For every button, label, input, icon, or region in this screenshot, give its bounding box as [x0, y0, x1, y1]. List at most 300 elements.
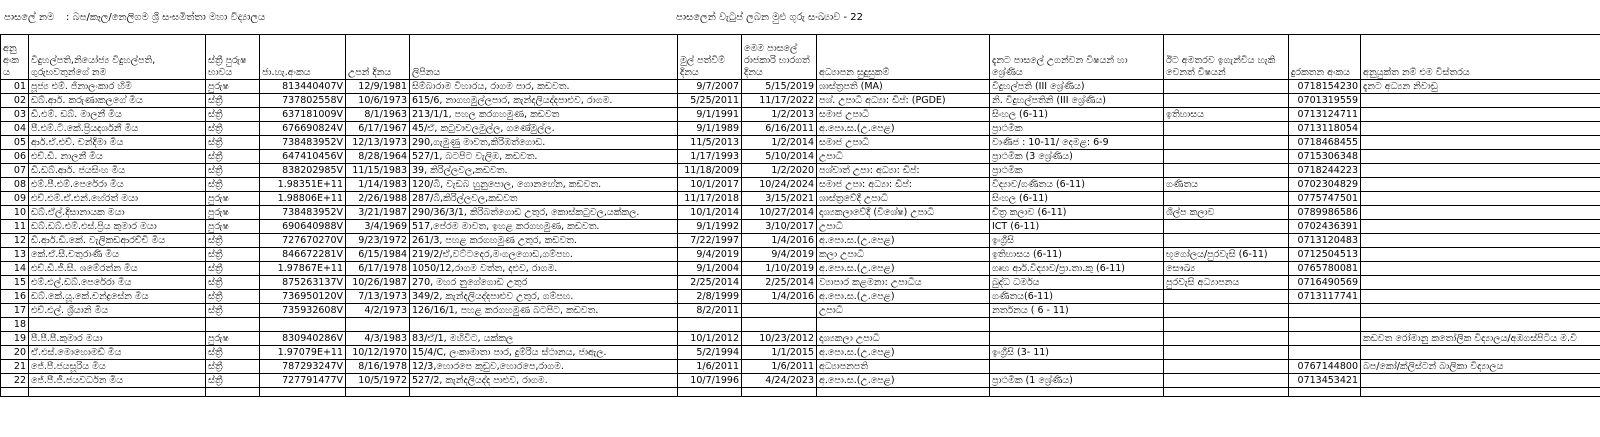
- table-cell[interactable]: 287/බී,කිරිල්ලවල,කඩවත: [410, 192, 678, 206]
- table-cell[interactable]: 126/16/1, පහළ කරගහමුණ බටපිට, කඩවත.: [410, 304, 678, 318]
- empty-cell[interactable]: [742, 388, 817, 397]
- table-cell[interactable]: 261/3, පහළ කරගහමුණ උතුර, කඩවත.: [410, 234, 678, 248]
- table-cell[interactable]: [678, 318, 742, 332]
- table-cell[interactable]: 05: [1, 136, 29, 150]
- table-cell[interactable]: ගණිතය: [1164, 178, 1289, 192]
- table-cell[interactable]: කඩවත රෝමානු කතෝලික විද්‍යාලය/අඹගස්පිටිය ම.වි: [1361, 332, 1600, 346]
- table-cell[interactable]: ආර්.ඒ.එච්. චන්දිමා මිය: [29, 136, 206, 150]
- table-cell[interactable]: 875263137V: [260, 276, 346, 290]
- column-header[interactable]: මෙම පාසලේ රාජකාරි භාරගත් දිනය: [742, 35, 817, 80]
- table-cell[interactable]: ස්ත්‍රී: [206, 234, 260, 248]
- table-cell[interactable]: 10/1/2017: [678, 178, 742, 192]
- table-cell[interactable]: 120/බී, වැඩබ හුනුපොල, ගොනහේන, කඩවත.: [410, 178, 678, 192]
- table-cell[interactable]: අ.පො.ස.(උ.පෙළ): [817, 346, 990, 360]
- empty-cell[interactable]: [678, 388, 742, 397]
- table-cell[interactable]: 11/15/1983: [346, 164, 410, 178]
- table-cell[interactable]: ස්ත්‍රී: [206, 136, 260, 150]
- table-cell[interactable]: ස්ත්‍රී: [206, 178, 260, 192]
- table-cell[interactable]: 12/9/1981: [346, 80, 410, 94]
- table-cell[interactable]: 7/22/1997: [678, 234, 742, 248]
- table-cell[interactable]: පී.පී.පී.කුමාර මයා: [29, 332, 206, 346]
- table-cell[interactable]: [1289, 346, 1361, 360]
- table-cell[interactable]: දැනට අධ්‍යන නිවාඩු: [1361, 80, 1600, 94]
- table-cell[interactable]: 12/3,හොරපෙ කුඩුව,හොරපෙ,රාගම.: [410, 360, 678, 374]
- table-cell[interactable]: 1/14/1983: [346, 178, 410, 192]
- table-cell[interactable]: සිංහල (6-11): [990, 192, 1164, 206]
- table-cell[interactable]: 727670270V: [260, 234, 346, 248]
- table-cell[interactable]: 8/2/2011: [678, 304, 742, 318]
- table-cell[interactable]: 07: [1, 164, 29, 178]
- table-cell[interactable]: 213/1/1, පහල කරගහමුණ, කඩවත: [410, 108, 678, 122]
- table-cell[interactable]: පූජ්‍ය එම්. ජිනාලංකාර හිමි: [29, 80, 206, 94]
- table-cell[interactable]: 9/1/1992: [678, 220, 742, 234]
- table-cell[interactable]: අ.පො.ස.(උ.පෙළ): [817, 262, 990, 276]
- table-cell[interactable]: අ.පො.ස.(උ.පෙළ): [817, 374, 990, 388]
- empty-cell[interactable]: [410, 388, 678, 397]
- table-cell[interactable]: 0715306348: [1289, 150, 1361, 164]
- table-cell[interactable]: [1289, 318, 1361, 332]
- table-cell[interactable]: 11: [1, 220, 29, 234]
- column-header[interactable]: ඊට අමතරව ඉගැන්විය හැකි වෙනත් විෂයන්: [1164, 35, 1289, 80]
- table-cell[interactable]: 738483952V: [260, 136, 346, 150]
- table-cell[interactable]: ඩී.එම්. ඩබ්. මාලනී මිය: [29, 108, 206, 122]
- table-cell[interactable]: 8/1/1963: [346, 108, 410, 122]
- table-cell[interactable]: 10/23/2012: [742, 332, 817, 346]
- column-header[interactable]: අනු අංක ය: [1, 35, 29, 80]
- table-cell[interactable]: [1361, 318, 1600, 332]
- table-cell[interactable]: අධ්‍යාපනපති: [817, 360, 990, 374]
- table-cell[interactable]: අ.පො.ස.(උ.පෙළ): [817, 122, 990, 136]
- table-cell[interactable]: 12/13/1973: [346, 136, 410, 150]
- table-cell[interactable]: 8/28/1964: [346, 150, 410, 164]
- table-cell[interactable]: 10/1/2014: [678, 206, 742, 220]
- empty-cell[interactable]: [346, 388, 410, 397]
- table-cell[interactable]: 0718468455: [1289, 136, 1361, 150]
- table-cell[interactable]: පුරුෂ: [206, 220, 260, 234]
- table-cell[interactable]: 9/4/2019: [678, 248, 742, 262]
- table-cell[interactable]: ගෘහ ආර්.විද්‍යාව/ප්‍රා.තා.කු (6-11): [990, 262, 1164, 276]
- table-cell[interactable]: පුරුෂ: [206, 206, 260, 220]
- table-cell[interactable]: ICT (6-11): [990, 220, 1164, 234]
- table-cell[interactable]: 10/12/1970: [346, 346, 410, 360]
- table-cell[interactable]: 5/2/1994: [678, 346, 742, 360]
- table-cell[interactable]: ස්ත්‍රී: [206, 94, 260, 108]
- table-cell[interactable]: [260, 318, 346, 332]
- empty-cell[interactable]: [260, 388, 346, 397]
- table-cell[interactable]: 0718154230: [1289, 80, 1361, 94]
- table-cell[interactable]: ප්‍රාථමික (3 ශ්‍රේණිය): [990, 150, 1164, 164]
- table-cell[interactable]: 10/1/2012: [678, 332, 742, 346]
- table-cell[interactable]: 08: [1, 178, 29, 192]
- table-cell[interactable]: [1164, 290, 1289, 304]
- table-cell[interactable]: 1/6/2011: [678, 360, 742, 374]
- table-cell[interactable]: 0701319559: [1289, 94, 1361, 108]
- table-cell[interactable]: 22: [1, 374, 29, 388]
- table-cell[interactable]: ඉතිහාසය: [1164, 108, 1289, 122]
- table-cell[interactable]: 1/6/2011: [742, 360, 817, 374]
- table-cell[interactable]: උපාධි: [817, 220, 990, 234]
- column-header[interactable]: දුරකතන අංකය: [1289, 35, 1361, 80]
- column-header[interactable]: උපන් දිනය: [346, 35, 410, 80]
- table-cell[interactable]: ඩබ්.ඒල්.දිසානායක මයා: [29, 206, 206, 220]
- table-cell[interactable]: 0765780081: [1289, 262, 1361, 276]
- table-cell[interactable]: 290/36/3/1, කිරිබත්ගොඩ උතුර, කොස්කටුවල,යක්කල.: [410, 206, 678, 220]
- table-cell[interactable]: ස්ත්‍රී: [206, 374, 260, 388]
- table-cell[interactable]: [1361, 374, 1600, 388]
- table-cell[interactable]: 10/6/1973: [346, 94, 410, 108]
- table-cell[interactable]: 615/6, නාගහමුල්ලපාර, කැන්දලියද්දපාළුව, රාගම.: [410, 94, 678, 108]
- table-cell[interactable]: විද්‍යාව/ගණිතය (6-11): [990, 178, 1164, 192]
- table-cell[interactable]: 1/2/2014: [742, 136, 817, 150]
- table-cell[interactable]: 01: [1, 80, 29, 94]
- table-cell[interactable]: 19: [1, 332, 29, 346]
- table-cell[interactable]: 1.97079E+11: [260, 346, 346, 360]
- table-cell[interactable]: නර්තනය ( 6 - 11): [990, 304, 1164, 318]
- table-cell[interactable]: සිම්බාරාම විහාරය, රාගම පාර, කඩවත.: [410, 80, 678, 94]
- table-cell[interactable]: 10/5/1972: [346, 374, 410, 388]
- table-cell[interactable]: 5/25/2011: [678, 94, 742, 108]
- table-cell[interactable]: [1164, 346, 1289, 360]
- table-cell[interactable]: 0718244223: [1289, 164, 1361, 178]
- table-cell[interactable]: [346, 318, 410, 332]
- table-cell[interactable]: 0767144800: [1289, 360, 1361, 374]
- table-cell[interactable]: උපාධි: [817, 304, 990, 318]
- table-cell[interactable]: 0713453421: [1289, 374, 1361, 388]
- table-cell[interactable]: ස්ත්‍රී: [206, 122, 260, 136]
- table-cell[interactable]: දෘශ්‍යකලා උපාධි: [817, 332, 990, 346]
- table-cell[interactable]: 527/2, කැන්දලියද්ද පාළුව, රාගම.: [410, 374, 678, 388]
- table-cell[interactable]: 3/4/1969: [346, 220, 410, 234]
- table-cell[interactable]: [1164, 360, 1289, 374]
- table-cell[interactable]: [1164, 80, 1289, 94]
- table-cell[interactable]: 11/17/2018: [678, 192, 742, 206]
- table-cell[interactable]: 10/7/1996: [678, 374, 742, 388]
- table-cell[interactable]: ස්ත්‍රී: [206, 304, 260, 318]
- table-cell[interactable]: 813440407V: [260, 80, 346, 94]
- table-cell[interactable]: [1361, 150, 1600, 164]
- table-cell[interactable]: 735932608V: [260, 304, 346, 318]
- table-cell[interactable]: 13: [1, 248, 29, 262]
- empty-cell[interactable]: [206, 388, 260, 397]
- table-cell[interactable]: 10/26/1987: [346, 276, 410, 290]
- table-cell[interactable]: 2/26/1988: [346, 192, 410, 206]
- table-cell[interactable]: 1050/12,රාගම වත්ත, දළුව, රාගම.: [410, 262, 678, 276]
- table-cell[interactable]: 02: [1, 94, 29, 108]
- table-cell[interactable]: 11/17/2022: [742, 94, 817, 108]
- table-cell[interactable]: 83/ඒ/1, මහිවිට, යක්කල: [410, 332, 678, 346]
- table-cell[interactable]: 0702436391: [1289, 220, 1361, 234]
- table-cell[interactable]: [1164, 318, 1289, 332]
- table-cell[interactable]: 1/4/2016: [742, 234, 817, 248]
- table-cell[interactable]: [1164, 164, 1289, 178]
- table-cell[interactable]: 8/16/1978: [346, 360, 410, 374]
- table-cell[interactable]: [990, 318, 1164, 332]
- empty-cell[interactable]: [1361, 388, 1600, 397]
- table-cell[interactable]: 1/1/2015: [742, 346, 817, 360]
- table-cell[interactable]: 6/17/1967: [346, 122, 410, 136]
- table-cell[interactable]: ජේ.පී.ජයසූරිය මිය: [29, 360, 206, 374]
- table-cell[interactable]: [1361, 178, 1600, 192]
- table-cell[interactable]: 738483952V: [260, 206, 346, 220]
- table-cell[interactable]: පශ්චාත් උපා: අධ්‍යා: ඩිප්:: [817, 164, 990, 178]
- table-cell[interactable]: ඉතිහාසය (6-11): [990, 248, 1164, 262]
- table-cell[interactable]: වාණිජ : 10-11/ දෙමළ: 6-9: [990, 136, 1164, 150]
- table-cell[interactable]: [1164, 94, 1289, 108]
- table-cell[interactable]: චිත්‍ර කලාව (6-11): [990, 206, 1164, 220]
- table-cell[interactable]: බප/කෝ/ක්ලිස්ටන් බාලිකා විද්‍යාලය: [1361, 360, 1600, 374]
- table-cell[interactable]: ප්‍රාථමික: [990, 122, 1164, 136]
- table-cell[interactable]: සමාජ උපාධි: [817, 108, 990, 122]
- table-cell[interactable]: 15/4/C, ලංකාමාතා පාර, දුම්රිය ස්ථානය, ජාඇල.: [410, 346, 678, 360]
- table-cell[interactable]: 6/15/1984: [346, 248, 410, 262]
- table-cell[interactable]: 7/13/1973: [346, 290, 410, 304]
- table-cell[interactable]: 349/2, කැන්දලියද්දපාළුව උතුර, ගම්පහ.: [410, 290, 678, 304]
- table-cell[interactable]: 219/2/ඒ,වට්ටදෙර,මංගලගොඩ,ගම්පහ.: [410, 248, 678, 262]
- table-cell[interactable]: 21: [1, 360, 29, 374]
- table-cell[interactable]: 3/10/2017: [742, 220, 817, 234]
- table-cell[interactable]: ස්ත්‍රී: [206, 164, 260, 178]
- table-cell[interactable]: 9/23/1972: [346, 234, 410, 248]
- column-header[interactable]: අනුයුක්ත නම් එම විස්තරය: [1361, 35, 1600, 80]
- column-header[interactable]: විදුහල්පති,නියෝජ්‍ය විදුහල්පති, ගුරුභවතුන්ගේ නම: [29, 35, 206, 80]
- table-cell[interactable]: විදුහල්පති (III ශ්‍රේණිය): [990, 80, 1164, 94]
- table-cell[interactable]: 1.97867E+11: [260, 262, 346, 276]
- table-cell[interactable]: 1/10/2019: [742, 262, 817, 276]
- table-cell[interactable]: භූගෝලය/පුරවැසි (6-11): [1164, 248, 1289, 262]
- table-cell[interactable]: 737802558V: [260, 94, 346, 108]
- table-cell[interactable]: ප්‍රාථමික: [990, 164, 1164, 178]
- table-cell[interactable]: පශ්. උපාධි අධ්‍යා: ඩිප්: (PGDE): [817, 94, 990, 108]
- table-cell[interactable]: [817, 318, 990, 332]
- table-cell[interactable]: [1361, 220, 1600, 234]
- table-cell[interactable]: පුරුෂ: [206, 80, 260, 94]
- table-cell[interactable]: 290,ගැමුණු මාවත,කිරිඹත්ගොඩ.: [410, 136, 678, 150]
- table-cell[interactable]: 1/17/1993: [678, 150, 742, 164]
- table-cell[interactable]: [1361, 108, 1600, 122]
- table-cell[interactable]: ඩබ්.ඩබ්.එම්.එස්.ප්‍රිය කුමාර මයා: [29, 220, 206, 234]
- table-cell[interactable]: ව්‍යාපාර කළමනා: උපාධිය: [817, 276, 990, 290]
- table-cell[interactable]: 11/18/2009: [678, 164, 742, 178]
- table-cell[interactable]: ඉංග්‍රීසි (3- 11): [990, 346, 1164, 360]
- table-cell[interactable]: 0713120483: [1289, 234, 1361, 248]
- table-cell[interactable]: 0775747501: [1289, 192, 1361, 206]
- table-cell[interactable]: ඩබ්.කේ.යූ.කේ.චන්ද්‍රසේන මිය: [29, 290, 206, 304]
- empty-cell[interactable]: [817, 388, 990, 397]
- table-cell[interactable]: 06: [1, 150, 29, 164]
- table-cell[interactable]: [1361, 94, 1600, 108]
- table-cell[interactable]: 736950120V: [260, 290, 346, 304]
- table-cell[interactable]: එච්.එම්.ඒ.එන්.හේරත් මයා: [29, 192, 206, 206]
- table-cell[interactable]: සමාජ උපාධි: [817, 136, 990, 150]
- table-cell[interactable]: 4/2/1973: [346, 304, 410, 318]
- table-cell[interactable]: ස්ත්‍රී: [206, 360, 260, 374]
- table-cell[interactable]: 1/2/2020: [742, 164, 817, 178]
- table-cell[interactable]: [1361, 262, 1600, 276]
- table-cell[interactable]: ස්ත්‍රී: [206, 248, 260, 262]
- table-cell[interactable]: [1361, 248, 1600, 262]
- table-cell[interactable]: පුරුෂ: [206, 192, 260, 206]
- table-cell[interactable]: [1164, 150, 1289, 164]
- table-cell[interactable]: එච්.ඩී. නාලනී මිය: [29, 150, 206, 164]
- table-cell[interactable]: [1164, 122, 1289, 136]
- table-cell[interactable]: ශාස්ත්‍රවේදී උපාධි: [817, 192, 990, 206]
- table-cell[interactable]: එම්.පී.එම්.පෙරේරා මිය: [29, 178, 206, 192]
- table-cell[interactable]: 4/24/2023: [742, 374, 817, 388]
- empty-cell[interactable]: [1164, 388, 1289, 397]
- table-cell[interactable]: සිංහල (6-11): [990, 108, 1164, 122]
- table-cell[interactable]: නි. විදුහල්පතිනි (III ශ්‍රේණිය): [990, 94, 1164, 108]
- table-cell[interactable]: 637181009V: [260, 108, 346, 122]
- table-cell[interactable]: ඉංග්‍රීසි: [990, 234, 1164, 248]
- table-cell[interactable]: ඩී.ඩබ්.ආර්. ජයසිංහ මිය: [29, 164, 206, 178]
- table-cell[interactable]: 04: [1, 122, 29, 136]
- table-cell[interactable]: කලා උපාධි: [817, 248, 990, 262]
- table-cell[interactable]: 517,පේරම මාවත, ඉහළ කරගහමුණ, කඩවත.: [410, 220, 678, 234]
- empty-cell[interactable]: [990, 388, 1164, 397]
- column-header[interactable]: ලිපිනය: [410, 35, 678, 80]
- table-cell[interactable]: අ.පො.ස.(උ.පෙළ): [817, 234, 990, 248]
- table-cell[interactable]: [1361, 346, 1600, 360]
- table-cell[interactable]: [1361, 290, 1600, 304]
- table-cell[interactable]: 16: [1, 290, 29, 304]
- table-cell[interactable]: ජේ.පී.ජී.ජයවර්ධන මිය: [29, 374, 206, 388]
- table-cell[interactable]: ඒ.එස්.මොහොමඩ් මිය: [29, 346, 206, 360]
- table-cell[interactable]: ඩී.ආර්.ඩී.කේ. වැලිකඩආරච්චි මිය: [29, 234, 206, 248]
- table-cell[interactable]: [1164, 234, 1289, 248]
- table-cell[interactable]: 0789986586: [1289, 206, 1361, 220]
- empty-cell[interactable]: [1, 388, 29, 397]
- table-cell[interactable]: 14: [1, 262, 29, 276]
- table-cell[interactable]: [1289, 332, 1361, 346]
- table-cell[interactable]: 0702304829: [1289, 178, 1361, 192]
- table-cell[interactable]: ඩබ්.ආර්. කරුණාකලගේ මිය: [29, 94, 206, 108]
- table-cell[interactable]: 690640988V: [260, 220, 346, 234]
- table-cell[interactable]: ස්ත්‍රී: [206, 276, 260, 290]
- table-cell[interactable]: ප්‍රාථමික (1 ශ්‍රේණිය): [990, 374, 1164, 388]
- table-cell[interactable]: උපාධි: [817, 150, 990, 164]
- table-cell[interactable]: 9/1/1991: [678, 108, 742, 122]
- column-header[interactable]: දැනට පාසලේ උගන්වන විෂයන් හා ශ්‍රේණිය: [990, 35, 1164, 80]
- table-cell[interactable]: 45/ඒ, කටුවාවලමුල්ල, ගණේමුල්ල.: [410, 122, 678, 136]
- table-cell[interactable]: 270, මහර නුගේගොඩ උතුර: [410, 276, 678, 290]
- table-cell[interactable]: [1361, 304, 1600, 318]
- table-cell[interactable]: 0713117741: [1289, 290, 1361, 304]
- column-header[interactable]: මුල් පත්වීම් දිනය: [678, 35, 742, 80]
- table-cell[interactable]: සමාජ උපා: අධ්‍යා: ඩිප්:: [817, 178, 990, 192]
- table-cell[interactable]: 527/1, බටපිට වැලිඹ, කඩවත.: [410, 150, 678, 164]
- table-cell[interactable]: 0713118054: [1289, 122, 1361, 136]
- table-cell[interactable]: 0716490569: [1289, 276, 1361, 290]
- table-cell[interactable]: 5/10/2014: [742, 150, 817, 164]
- table-cell[interactable]: 3/21/1987: [346, 206, 410, 220]
- table-cell[interactable]: 10/27/2014: [742, 206, 817, 220]
- empty-cell[interactable]: [1289, 388, 1361, 397]
- table-cell[interactable]: [742, 304, 817, 318]
- table-cell[interactable]: ස්ත්‍රී: [206, 150, 260, 164]
- table-cell[interactable]: [1164, 332, 1289, 346]
- table-cell[interactable]: ශිල්ප කලාව: [1164, 206, 1289, 220]
- table-cell[interactable]: 10/24/2024: [742, 178, 817, 192]
- table-cell[interactable]: 727791477V: [260, 374, 346, 388]
- table-cell[interactable]: 647410456V: [260, 150, 346, 164]
- table-cell[interactable]: 11/5/2013: [678, 136, 742, 150]
- table-cell[interactable]: පුරවැසි අධ්‍යාපනය: [1164, 276, 1289, 290]
- table-cell[interactable]: [1289, 304, 1361, 318]
- table-cell[interactable]: ස්ත්‍රී: [206, 290, 260, 304]
- table-cell[interactable]: සෞඛ්‍ය: [1164, 262, 1289, 276]
- table-cell[interactable]: බුද්ධ ධර්මය: [990, 276, 1164, 290]
- table-cell[interactable]: 09: [1, 192, 29, 206]
- table-cell[interactable]: 0712504513: [1289, 248, 1361, 262]
- column-header[interactable]: ජා.හැ.අංකය: [260, 35, 346, 80]
- table-cell[interactable]: 9/1/1989: [678, 122, 742, 136]
- table-cell[interactable]: 1.98806E+11: [260, 192, 346, 206]
- table-cell[interactable]: 10: [1, 206, 29, 220]
- table-cell[interactable]: 18: [1, 318, 29, 332]
- table-cell[interactable]: එම්.එල්.ඩබ්.පෙරේරා මිය: [29, 276, 206, 290]
- table-cell[interactable]: [742, 318, 817, 332]
- table-cell[interactable]: 17: [1, 304, 29, 318]
- table-cell[interactable]: දෘශ්‍යකලාවේදී (විශේෂ) උපාධි: [817, 206, 990, 220]
- table-cell[interactable]: 2/25/2014: [742, 276, 817, 290]
- table-cell[interactable]: 1.98351E+11: [260, 178, 346, 192]
- table-cell[interactable]: [410, 318, 678, 332]
- table-cell[interactable]: [1361, 136, 1600, 150]
- table-cell[interactable]: 6/16/2011: [742, 122, 817, 136]
- table-cell[interactable]: 4/3/1983: [346, 332, 410, 346]
- table-cell[interactable]: [1164, 192, 1289, 206]
- table-cell[interactable]: 830940286V: [260, 332, 346, 346]
- table-cell[interactable]: [1361, 122, 1600, 136]
- table-cell[interactable]: 03: [1, 108, 29, 122]
- table-cell[interactable]: [206, 318, 260, 332]
- table-cell[interactable]: [1361, 164, 1600, 178]
- table-cell[interactable]: [990, 360, 1164, 374]
- table-cell[interactable]: [1361, 192, 1600, 206]
- table-cell[interactable]: එච්.එල්. ශ්‍රියානි මිය: [29, 304, 206, 318]
- table-cell[interactable]: [1164, 136, 1289, 150]
- table-cell[interactable]: 676690824V: [260, 122, 346, 136]
- table-cell[interactable]: 9/4/2019: [742, 248, 817, 262]
- table-cell[interactable]: එච්.ඩී.ජී.සී. ශමේරත්න මිය: [29, 262, 206, 276]
- table-cell[interactable]: [990, 332, 1164, 346]
- table-cell[interactable]: [1164, 304, 1289, 318]
- table-cell[interactable]: කේ.ඒ.සී.චතුරාණි මිය: [29, 248, 206, 262]
- table-cell[interactable]: ස්ත්‍රී: [206, 108, 260, 122]
- table-cell[interactable]: 3/15/2021: [742, 192, 817, 206]
- table-cell[interactable]: 1/4/2016: [742, 290, 817, 304]
- table-cell[interactable]: 20: [1, 346, 29, 360]
- table-cell[interactable]: [1361, 276, 1600, 290]
- table-cell[interactable]: [1164, 374, 1289, 388]
- table-cell[interactable]: 12: [1, 234, 29, 248]
- table-cell[interactable]: 1/2/2013: [742, 108, 817, 122]
- table-cell[interactable]: 787293247V: [260, 360, 346, 374]
- table-cell[interactable]: 9/1/2004: [678, 262, 742, 276]
- table-cell[interactable]: 15: [1, 276, 29, 290]
- table-cell[interactable]: 9/7/2007: [678, 80, 742, 94]
- column-header[interactable]: අධ්‍යාපන සුදුසුකම්: [817, 35, 990, 80]
- table-cell[interactable]: [1361, 234, 1600, 248]
- table-cell[interactable]: 2/25/2014: [678, 276, 742, 290]
- table-cell[interactable]: පී.එම්.ටී.කේ.ප්‍රියදර්ශනී මිය: [29, 122, 206, 136]
- table-cell[interactable]: [1361, 206, 1600, 220]
- table-cell[interactable]: අ.පො.ස.(උ.පෙළ): [817, 290, 990, 304]
- table-cell[interactable]: [1164, 220, 1289, 234]
- table-cell[interactable]: පුරුෂ: [206, 332, 260, 346]
- table-cell[interactable]: 6/17/1978: [346, 262, 410, 276]
- table-cell[interactable]: 2/8/1999: [678, 290, 742, 304]
